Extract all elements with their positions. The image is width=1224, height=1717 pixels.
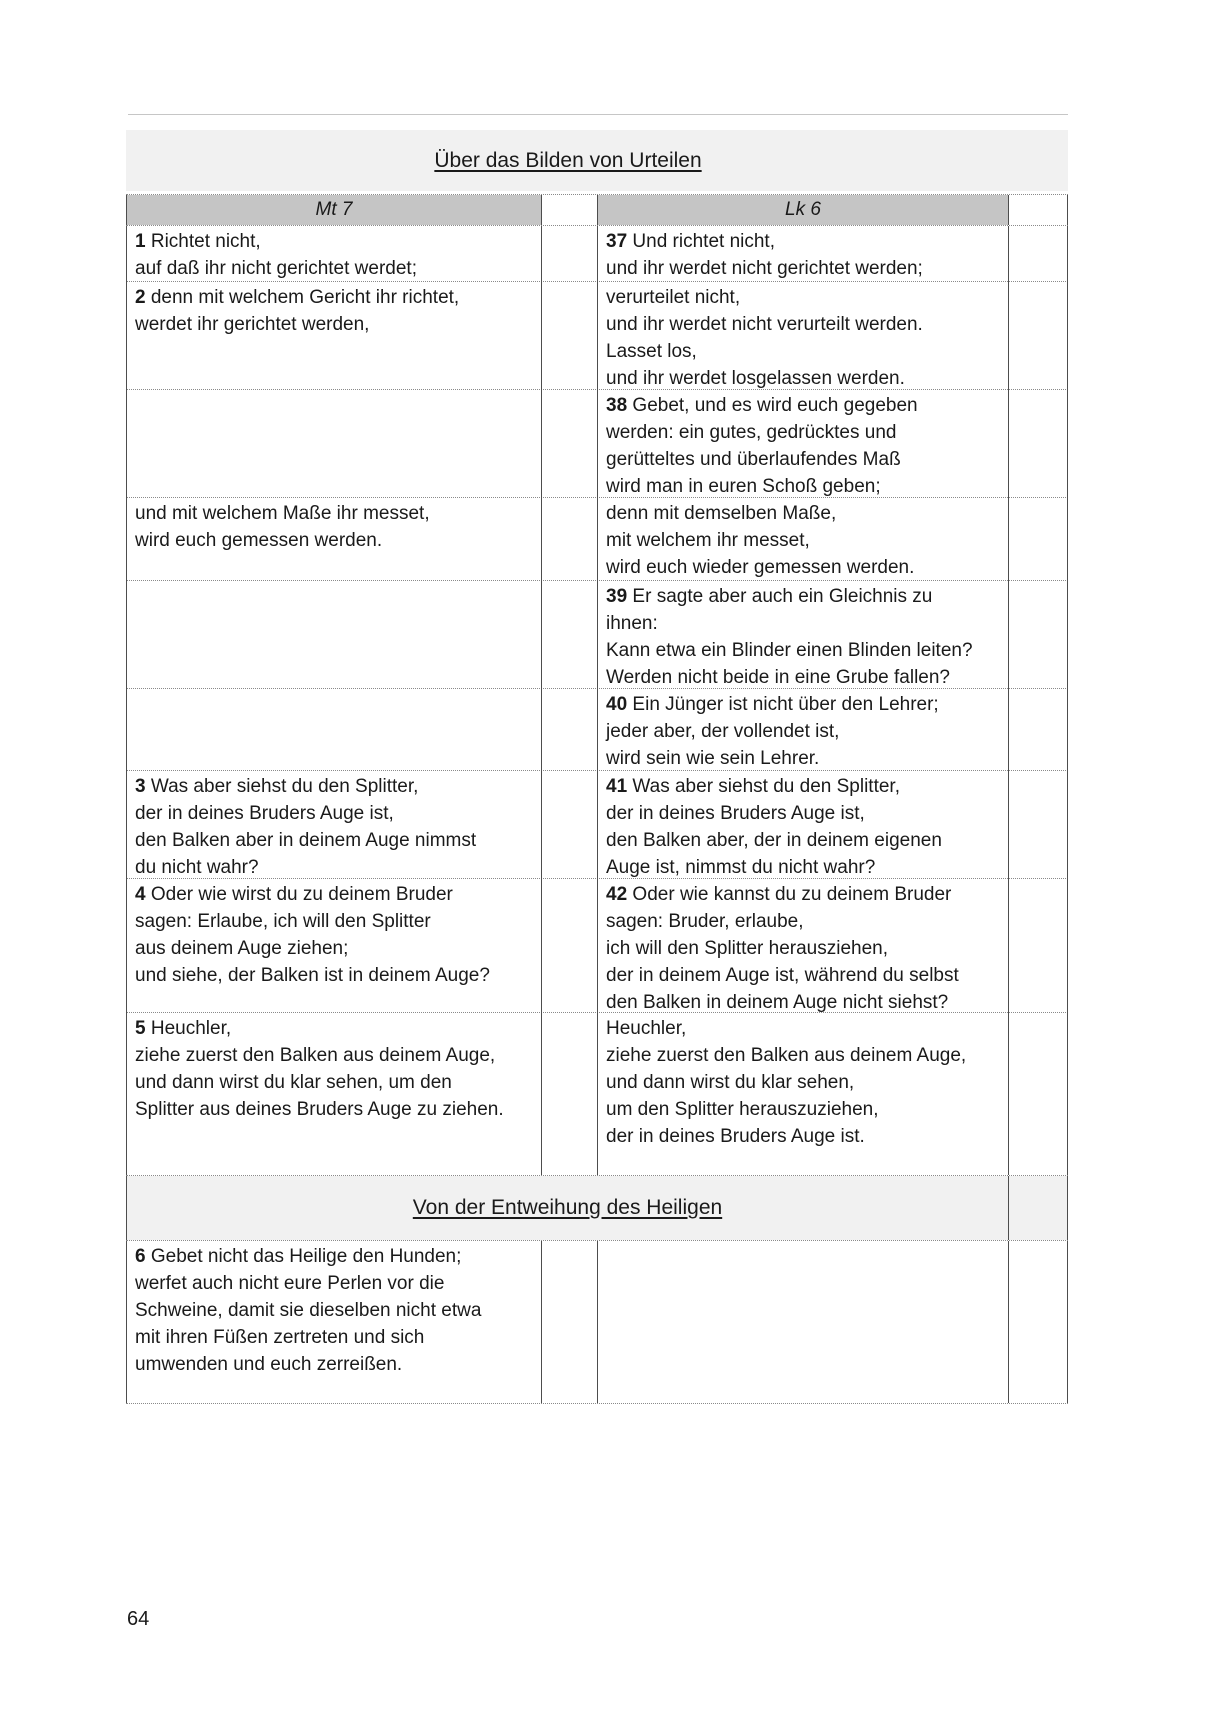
mt7-cell [126,226,542,282]
table-row [126,1012,1068,1175]
verse-number: 38 [606,395,628,416]
mt7-cell [126,282,542,392]
verse-text: Und richtet nicht, und ihr werdet nicht gerichtet werden; [606,231,923,279]
gap-cell [542,581,598,691]
gap-cell [542,879,598,1016]
right-margin-cell [1009,689,1068,772]
mt7-cell [126,689,542,772]
table-row [126,878,1068,1012]
table-row [126,225,1068,281]
right-margin-cell [1009,771,1068,881]
gap-cell [542,771,598,881]
top-rule [128,114,1068,115]
verse-number: 4 [135,884,146,905]
verse-text: Er sagte aber auch ein Gleichnis zu ihnen: Kann etwa ein Blinder einen Blinden leiten? Werden nicht beide in eine Grube fallen? [606,586,973,688]
lk6-cell [598,879,1009,1016]
verse-number: 2 [135,287,146,308]
column-header-mt7: Mt 7 [126,195,542,225]
gap-cell [542,1241,598,1403]
verse-text: Heuchler, ziehe zuerst den Balken aus deinem Auge, und dann wirst du klar sehen, um den Splitter aus deines Bruders Auge zu ziehen. [135,1018,504,1120]
verse-number: 6 [135,1246,146,1267]
verse-text: denn mit welchem Gericht ihr richtet, werdet ihr gerichtet werden, [135,287,460,335]
verse-text: denn mit demselben Maße, mit welchem ihr messet, wird euch wieder gemessen werden. [606,503,915,578]
verse-text: Oder wie wirst du zu deinem Bruder sagen: Erlaube, ich will den Splitter aus deinem Auge ziehen; und siehe, der Balken ist in deinem Auge? [135,884,490,986]
right-margin-cell [1009,581,1068,691]
verse-text: Was aber siehst du den Splitter, der in deines Bruders Auge ist, den Balken aber, der in deinem eigenen Auge ist, nimmst du nicht wahr? [606,776,942,878]
table-row [126,497,1068,580]
lk6-cell [598,689,1009,772]
mt7-cell [126,771,542,881]
table-row [126,580,1068,688]
verse-text: Oder wie kannst du zu deinem Bruder sagen: Bruder, erlaube, ich will den Splitter herausziehen, der in deinem Auge ist, während du selbst den Balken in deinem Auge nicht siehst? [606,884,959,1013]
right-margin-cell [1009,226,1068,282]
lk6-cell [598,771,1009,881]
gap-cell [542,689,598,772]
right-margin-column-header [1009,195,1068,225]
right-margin-cell [1009,282,1068,392]
right-margin-cell [1009,1176,1068,1240]
verse-text: Was aber siehst du den Splitter, der in deines Bruders Auge ist, den Balken aber in deinem Auge nimmst du nicht wahr? [135,776,477,878]
gap-column-header [542,195,598,225]
mt7-cell [126,390,542,500]
column-header-lk6: Lk 6 [598,195,1009,225]
verse-text: Gebet nicht das Heilige den Hunden; werfet auch nicht eure Perlen vor die Schweine, damit sie dieselben nicht etwa mit ihren Füßen zertreten und sich umwenden und euch zerreißen. [135,1246,482,1375]
lk6-cell [598,1013,1009,1175]
right-margin-cell [1009,390,1068,500]
table-row [126,770,1068,878]
table-header-row [126,194,1068,225]
table-row [126,1240,1068,1403]
section-band-row [126,1175,1068,1240]
gap-cell [542,226,598,282]
page-number: 64 [127,1608,150,1630]
lk6-cell [598,226,1009,282]
right-margin-cell [1009,1241,1068,1403]
lk6-cell [598,1241,1009,1403]
section-title-2: Von der Entweihung des Heiligen [126,1176,1009,1240]
gap-cell [542,390,598,500]
section-title-1: Über das Bilden von Urteilen [434,148,702,172]
mt7-cell [126,581,542,691]
synopsis-table [126,194,1068,1404]
verse-number: 5 [135,1018,146,1039]
right-margin-cell [1009,1013,1068,1175]
verse-number: 39 [606,586,628,607]
verse-number: 40 [606,694,628,715]
table-row [126,389,1068,497]
verse-number: 41 [606,776,628,797]
verse-text: Richtet nicht, auf daß ihr nicht gerichtet werdet; [135,231,417,279]
verse-number: 42 [606,884,628,905]
verse-text: Ein Jünger ist nicht über den Lehrer; jeder aber, der vollendet ist, wird sein wie sein Lehrer. [606,694,939,769]
verse-text: Heuchler, ziehe zuerst den Balken aus deinem Auge, und dann wirst du klar sehen, um den Splitter herauszuziehen, der in deines Bruders Auge ist. [606,1018,967,1147]
verse-text: Gebet, und es wird euch gegeben werden: ein gutes, gedrücktes und gerütteltes und überlaufendes Maß wird man in euren Schoß geben; [606,395,918,497]
lk6-cell [598,581,1009,691]
lk6-cell [598,282,1009,392]
right-margin-cell [1009,498,1068,581]
right-margin-cell [1009,879,1068,1016]
mt7-cell [126,879,542,1016]
lk6-cell [598,390,1009,500]
section-title-band-1 [126,130,1068,191]
verse-number: 1 [135,231,146,252]
gap-cell [542,498,598,581]
table-row [126,688,1068,770]
verse-text: und mit welchem Maße ihr messet, wird euch gemessen werden. [135,503,430,551]
gap-cell [542,1013,598,1175]
verse-number: 3 [135,776,146,797]
gap-cell [542,282,598,392]
mt7-cell [126,1013,542,1175]
mt7-cell [126,498,542,581]
verse-text: verurteilet nicht, und ihr werdet nicht verurteilt werden. Lasset los, und ihr werdet losgelassen werden. [606,287,923,389]
lk6-cell [598,498,1009,581]
table-row [126,281,1068,389]
mt7-cell [126,1241,542,1403]
verse-number: 37 [606,231,628,252]
